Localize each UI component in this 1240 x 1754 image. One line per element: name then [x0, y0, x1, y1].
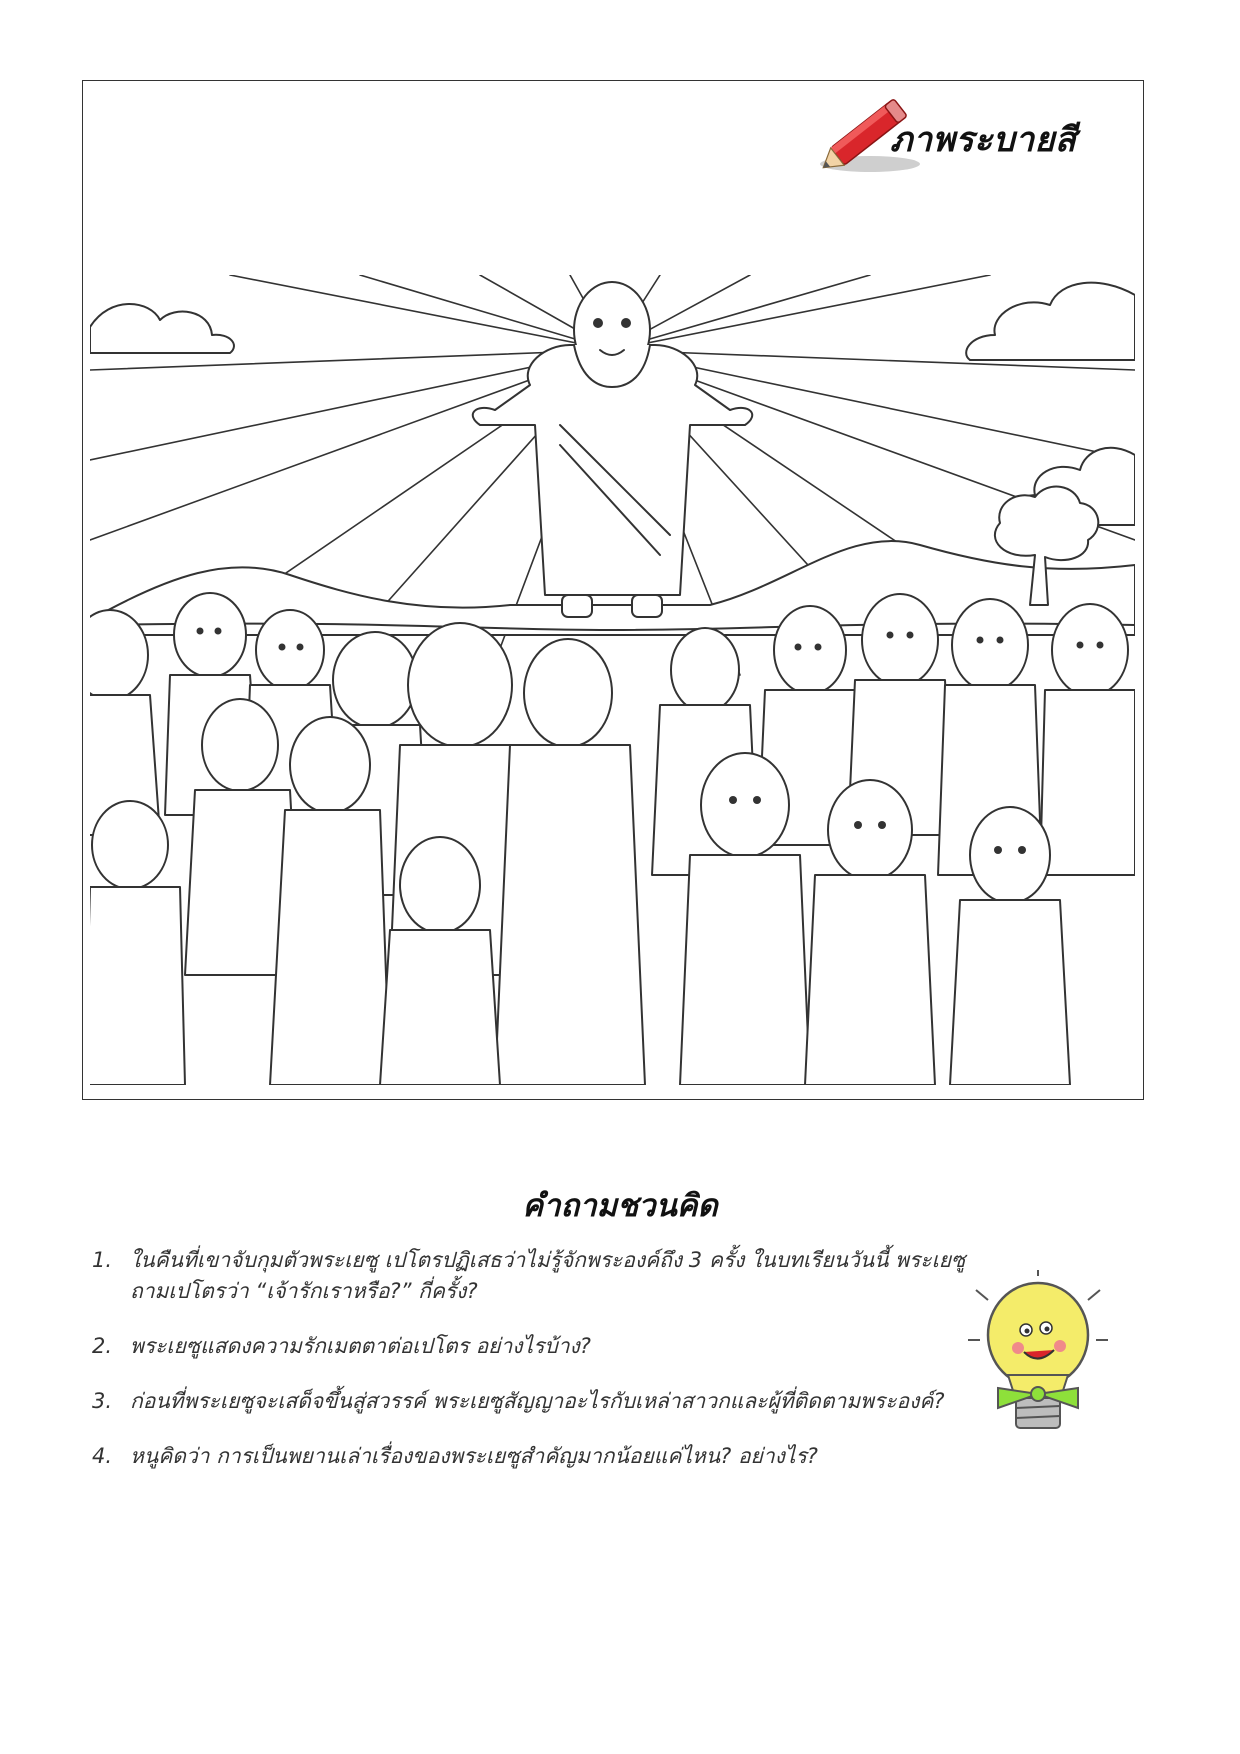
question-item	[92, 1386, 972, 1417]
questions-title: คำถามชวนคิด	[522, 1188, 718, 1224]
question-number: 4.	[92, 1444, 113, 1468]
question-number: 3.	[92, 1389, 113, 1413]
cloud-left	[90, 304, 234, 353]
question-item	[92, 1441, 972, 1472]
question-text: ก่อนที่พระเยซูจะเสด็จขึ้นสู่สวรรค์ พระเยซูสัญญาอะไรกับเหล่าสาวกและผู้ที่ติดตามพระองค์?	[130, 1389, 945, 1413]
question-text: ในคืนที่เขาจับกุมตัวพระเยซู เปโตรปฏิเสธว่าไม่รู้จักพระองค์ถึง 3 ครั้ง ในบทเรียนวันนี้ พระเยซูถามเปโตรว่า “เจ้ารักเราหรือ?” กี่ครั้ง?	[130, 1248, 966, 1303]
person-right-5	[1040, 604, 1135, 875]
question-item	[92, 1245, 972, 1307]
question-text: หนูคิดว่า การเป็นพยานเล่าเรื่องของพระเยซูสำคัญมากน้อยแค่ไหน? อย่างไร?	[130, 1444, 818, 1468]
person-left-5	[90, 801, 185, 1085]
coloring-title: ภาพระบายสี	[890, 120, 1077, 160]
question-number: 2.	[92, 1334, 113, 1358]
question-number: 1.	[92, 1248, 113, 1272]
question-text: พระเยซูแสดงความรักเมตตาต่อเปโตร อย่างไรบ้าง?	[130, 1334, 591, 1358]
crowd	[90, 593, 1135, 1085]
questions-list	[92, 1245, 972, 1496]
person-back-3	[495, 639, 645, 1085]
question-item	[92, 1331, 972, 1362]
ascension-illustration	[90, 275, 1135, 1085]
smiling-lightbulb-icon	[968, 1270, 1108, 1440]
cloud-right	[966, 283, 1135, 360]
jesus-figure	[473, 282, 752, 617]
